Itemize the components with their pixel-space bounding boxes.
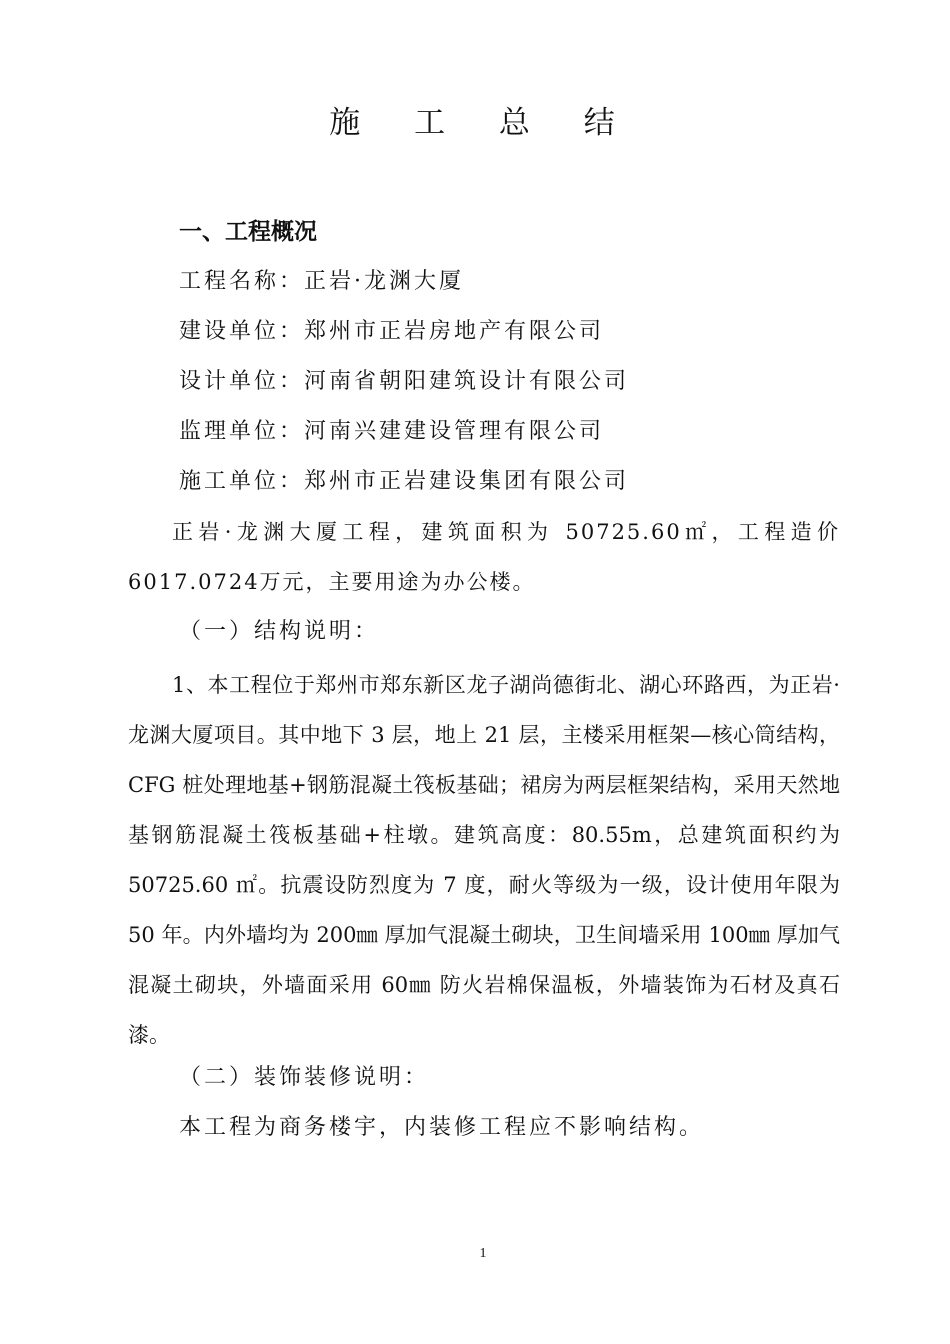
subsection-heading-decoration: （二）装饰装修说明： [179, 1065, 430, 1090]
info-line-designer: 设计单位：河南省朝阳建筑设计有限公司 [179, 369, 630, 394]
page-number: 1 [479, 1246, 487, 1261]
section-heading-project-overview: 一、工程概况 [179, 219, 317, 245]
structure-paragraph: 1、本工程位于郑州市郑东新区龙子湖尚德街北、湖心环路西，为正岩·龙渊大厦项目。其中地下 3 层，地上 21 层，主楼采用框架—核心筒结构，CFG 桩处理地基+钢筋混凝土筏板基础；裙房为两层框架结构，采用天然地基钢筋混凝土筏板基础+柱墩。建筑高度：80.55m，总建筑面积约为 50725.60 ㎡。抗震设防烈度为 7 度，耐火等级为一级，设计使用年限为 50 年。内外墙均为 200㎜ 厚加气混凝土砌块，卫生间墙采用 100㎜ 厚加气混凝土砌块，外墙面采用 60㎜ 防火岩棉保温板，外墙装饰为石材及真石漆。 [128, 673, 840, 1047]
summary-paragraph: 正岩·龙渊大厦工程，建筑面积为 50725.60㎡，工程造价6017.0724万元，主要用途为办公楼。 [128, 520, 840, 594]
info-line-supervisor: 监理单位：河南兴建建设管理有限公司 [179, 419, 605, 444]
decoration-line: 本工程为商务楼宇，内装修工程应不影响结构。 [179, 1115, 705, 1140]
info-line-developer: 建设单位：郑州市正岩房地产有限公司 [179, 319, 605, 344]
info-line-contractor: 施工单位：郑州市正岩建设集团有限公司 [179, 469, 630, 494]
subsection-heading-structure: （一）结构说明： [179, 619, 380, 644]
document-title: 施 工 总 结 [329, 105, 637, 141]
info-line-project-name: 工程名称：正岩·龙渊大厦 [179, 269, 464, 294]
